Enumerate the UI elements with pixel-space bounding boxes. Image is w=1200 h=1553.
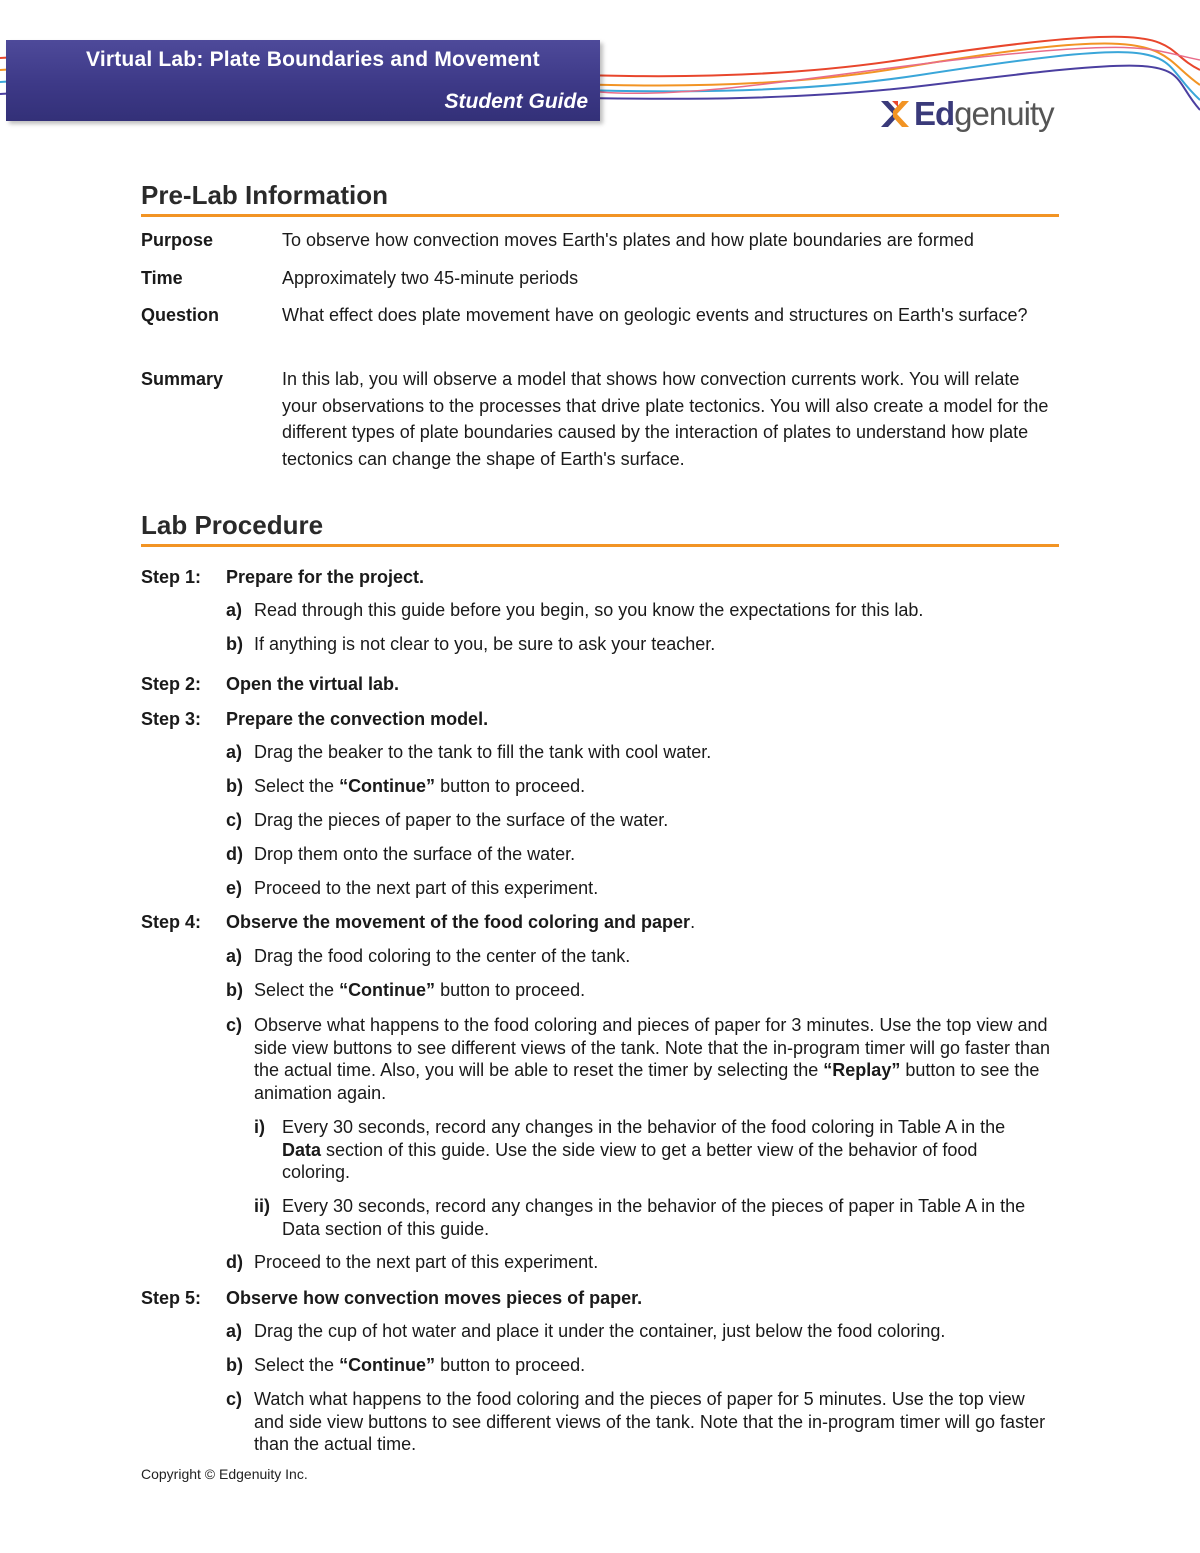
item-text: Select the “Continue” button to proceed.: [254, 776, 586, 796]
item-text: Drag the beaker to the tank to fill the tank with cool water.: [254, 742, 712, 762]
item-text: Drag the cup of hot water and place it under the container, just below the food coloring.: [254, 1321, 946, 1341]
prelab-heading: Pre-Lab Information: [141, 180, 1059, 217]
item-text: Drag the pieces of paper to the surface of the water.: [254, 810, 669, 830]
item-text: Proceed to the next part of this experiment.: [254, 878, 599, 898]
prelab-text: In this lab, you will observe a model that shows how convection currents work. You will relate your observations to the processes that drive plate tectonics. You will also create a model for the different types of plate boundaries caused by the interaction of plates to understand how plate tectonics can change the shape of Earth's surface.: [282, 369, 1049, 469]
item-label: b): [226, 776, 243, 796]
item-label: c): [226, 810, 243, 830]
item-label: a): [226, 600, 243, 620]
step-number: Step 2:: [141, 674, 202, 694]
prelab-text: To observe how convection moves Earth's plates and how plate boundaries are formed: [282, 230, 974, 250]
item-label: d): [226, 1252, 243, 1272]
prelab-text: What effect does plate movement have on geologic events and structures on Earth's surface?: [282, 305, 1028, 325]
item-label: d): [226, 844, 243, 864]
step-heading: Prepare for the project.: [226, 567, 425, 587]
item-text: Drag the food coloring to the center of the tank.: [254, 946, 631, 966]
item-label: a): [226, 946, 243, 966]
procedure-heading: Lab Procedure: [141, 510, 1059, 547]
item-label: e): [226, 878, 243, 898]
prelab-label: Summary: [141, 369, 224, 389]
item-text: Read through this guide before you begin, so you know the expectations for this lab.: [254, 600, 924, 620]
item-text: Watch what happens to the food coloring and the pieces of paper for 5 minutes. Use the top view and side view buttons to see different views of the tank. Note that the in-program timer will go faster than the actual time.: [254, 1389, 1046, 1454]
item-label: ii): [254, 1196, 270, 1216]
prelab-text: Approximately two 45-minute periods: [282, 268, 579, 288]
item-label: i): [254, 1117, 265, 1137]
item-label: a): [226, 1321, 243, 1341]
step-heading: Observe the movement of the food coloring and paper.: [226, 912, 696, 932]
prelab-label: Purpose: [141, 230, 214, 250]
header-banner: [6, 40, 600, 121]
edgenuity-x-icon: [878, 97, 912, 131]
step-number: Step 5:: [141, 1288, 202, 1308]
item-label: b): [226, 1355, 243, 1375]
item-label: c): [226, 1015, 243, 1035]
edgenuity-logo: [878, 94, 1054, 134]
item-label: b): [226, 634, 243, 654]
item-text: Select the “Continue” button to proceed.: [254, 1355, 586, 1375]
step-number: Step 1:: [141, 567, 202, 587]
item-label: b): [226, 980, 243, 1000]
copyright-footer: Copyright © Edgenuity Inc.: [141, 1466, 308, 1482]
item-label: a): [226, 742, 243, 762]
item-text: Select the “Continue” button to proceed.: [254, 980, 586, 1000]
item-label: c): [226, 1389, 243, 1409]
step-heading: Prepare the convection model.: [226, 709, 489, 729]
prelab-label: Time: [141, 268, 183, 288]
item-text: Observe what happens to the food coloring and pieces of paper for 3 minutes. Use the top view and side view buttons to see different views of the tank. Note that the in-program timer will go faster than the actual time. Also, you will be able to reset the timer by selecting the “Replay” button to see the animation again.: [254, 1015, 1051, 1103]
logo-wordmark: Edgenuity: [914, 95, 1054, 132]
document-subtitle: Student Guide: [444, 90, 588, 113]
document-title: Virtual Lab: Plate Boundaries and Movement: [86, 48, 540, 71]
prelab-label: Question: [141, 305, 220, 325]
item-text: Proceed to the next part of this experiment.: [254, 1252, 599, 1272]
item-text: Drop them onto the surface of the water.: [254, 844, 576, 864]
item-text: Every 30 seconds, record any changes in the behavior of the food coloring in Table A in the Data section of this guide. Use the side view to get a better view of the behavior of food coloring.: [282, 1117, 1006, 1182]
step-heading: Observe how convection moves pieces of paper.: [226, 1288, 643, 1308]
step-number: Step 4:: [141, 912, 202, 932]
item-text: If anything is not clear to you, be sure to ask your teacher.: [254, 634, 716, 654]
step-number: Step 3:: [141, 709, 202, 729]
item-text: Every 30 seconds, record any changes in the behavior of the pieces of paper in Table A in the Data section of this guide.: [282, 1196, 1026, 1239]
step-heading: Open the virtual lab.: [226, 674, 400, 694]
